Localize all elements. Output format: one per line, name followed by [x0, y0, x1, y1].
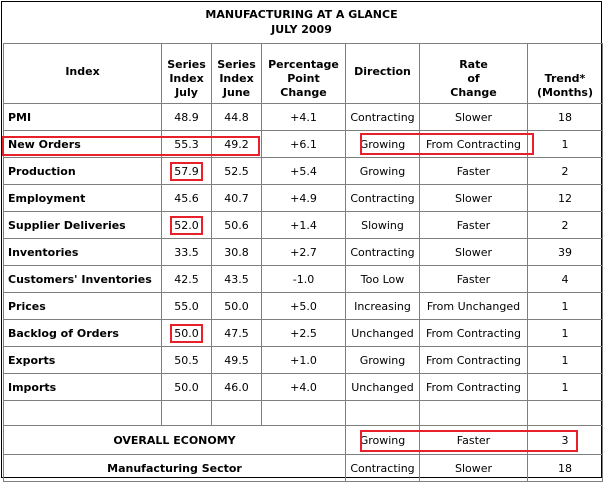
cell-rate: Slower: [420, 104, 528, 131]
cell-rate: Slower: [420, 185, 528, 212]
cell-trend: 1: [528, 347, 603, 374]
cell-rate: From Contracting: [420, 320, 528, 347]
report-frame: [1, 1, 602, 478]
col-header-change: Percentage Point Change: [262, 44, 346, 104]
cell-direction: Growing: [346, 131, 420, 158]
cell-trend: 1: [528, 131, 603, 158]
cell-june: 44.8: [212, 104, 262, 131]
table-row: [4, 239, 603, 266]
cell-trend: 39: [528, 239, 603, 266]
cell-index: Inventories: [4, 239, 162, 266]
cell-direction: Growing: [346, 347, 420, 374]
cell-index: New Orders: [4, 131, 162, 158]
cell-direction: Slowing: [346, 212, 420, 239]
cell-trend: 1: [528, 293, 603, 320]
cell-trend: 1: [528, 320, 603, 347]
cell-july: 45.6: [162, 185, 212, 212]
overall-economy-row: [4, 426, 603, 455]
overall-economy-label: OVERALL ECONOMY: [4, 426, 346, 455]
cell-july: 50.5: [162, 347, 212, 374]
cell-change: +4.9: [262, 185, 346, 212]
cell-trend: 1: [528, 374, 603, 401]
table-row: [4, 212, 603, 239]
table-row: [4, 374, 603, 401]
cell-june: 30.8: [212, 239, 262, 266]
cell-index: Supplier Deliveries: [4, 212, 162, 239]
cell-index: Imports: [4, 374, 162, 401]
cell-index: Backlog of Orders: [4, 320, 162, 347]
cell-direction: Unchanged: [346, 374, 420, 401]
highlighted-value: 57.9: [170, 162, 203, 181]
col-header-rate: Rate of Change: [420, 44, 528, 104]
cell-july: [162, 212, 212, 239]
cell-trend: 12: [528, 185, 603, 212]
cell-rate: Slower: [420, 239, 528, 266]
cell-june: 49.5: [212, 347, 262, 374]
cell-change: +5.0: [262, 293, 346, 320]
table-row: [4, 320, 603, 347]
col-header-index: Index: [4, 44, 162, 104]
cell-rate: From Contracting: [420, 347, 528, 374]
col-header-trend: Trend* (Months): [528, 44, 603, 104]
cell-direction: Too Low: [346, 266, 420, 293]
cell-rate: Faster: [420, 266, 528, 293]
title-line-1: MANUFACTURING AT A GLANCE: [205, 8, 398, 21]
cell-rate: From Unchanged: [420, 293, 528, 320]
table-row: [4, 158, 603, 185]
cell-june: 40.7: [212, 185, 262, 212]
cell-june: 49.2: [212, 131, 262, 158]
manufacturing-table: [3, 43, 603, 482]
cell-index: PMI: [4, 104, 162, 131]
cell-direction: Increasing: [346, 293, 420, 320]
cell-trend: 4: [528, 266, 603, 293]
manufacturing-sector-row: [4, 455, 603, 482]
highlighted-value: 52.0: [170, 216, 203, 235]
manufacturing-trend: 18: [528, 455, 603, 482]
cell-july: 55.0: [162, 293, 212, 320]
cell-rate: From Contracting: [420, 374, 528, 401]
title-line-2: JULY 2009: [271, 23, 332, 36]
cell-july: 48.9: [162, 104, 212, 131]
highlighted-value: 50.0: [170, 324, 203, 343]
overall-rate: Faster: [420, 426, 528, 455]
cell-trend: 18: [528, 104, 603, 131]
cell-july: 42.5: [162, 266, 212, 293]
overall-trend: 3: [528, 426, 603, 455]
manufacturing-sector-label: Manufacturing Sector: [4, 455, 346, 482]
cell-direction: Growing: [346, 158, 420, 185]
cell-trend: 2: [528, 212, 603, 239]
overall-direction: Growing: [346, 426, 420, 455]
cell-change: -1.0: [262, 266, 346, 293]
cell-change: +2.5: [262, 320, 346, 347]
cell-june: 50.6: [212, 212, 262, 239]
cell-trend: 2: [528, 158, 603, 185]
cell-index: Exports: [4, 347, 162, 374]
table-row: [4, 185, 603, 212]
cell-change: +5.4: [262, 158, 346, 185]
manufacturing-rate: Slower: [420, 455, 528, 482]
report-title: [2, 2, 601, 37]
col-header-june: Series Index June: [212, 44, 262, 104]
cell-july: 55.3: [162, 131, 212, 158]
cell-index: Employment: [4, 185, 162, 212]
cell-june: 47.5: [212, 320, 262, 347]
table-row: [4, 131, 603, 158]
table-row: [4, 347, 603, 374]
header-row: [4, 44, 603, 104]
cell-july: [162, 158, 212, 185]
cell-index: Customers' Inventories: [4, 266, 162, 293]
cell-change: +1.4: [262, 212, 346, 239]
cell-direction: Contracting: [346, 185, 420, 212]
cell-change: +1.0: [262, 347, 346, 374]
cell-direction: Contracting: [346, 239, 420, 266]
table-row: [4, 293, 603, 320]
cell-change: +4.1: [262, 104, 346, 131]
cell-index: Prices: [4, 293, 162, 320]
cell-july: [162, 320, 212, 347]
cell-direction: Unchanged: [346, 320, 420, 347]
cell-rate: Faster: [420, 158, 528, 185]
cell-july: 50.0: [162, 374, 212, 401]
cell-june: 52.5: [212, 158, 262, 185]
cell-june: 43.5: [212, 266, 262, 293]
cell-index: Production: [4, 158, 162, 185]
cell-rate: Faster: [420, 212, 528, 239]
table-row: [4, 104, 603, 131]
col-header-direction: Direction: [346, 44, 420, 104]
col-header-july: Series Index July: [162, 44, 212, 104]
manufacturing-direction: Contracting: [346, 455, 420, 482]
cell-change: +2.7: [262, 239, 346, 266]
table-row: [4, 266, 603, 293]
cell-rate: From Contracting: [420, 131, 528, 158]
cell-direction: Contracting: [346, 104, 420, 131]
cell-july: 33.5: [162, 239, 212, 266]
spacer-row: [4, 401, 603, 426]
cell-june: 46.0: [212, 374, 262, 401]
cell-change: +4.0: [262, 374, 346, 401]
cell-june: 50.0: [212, 293, 262, 320]
cell-change: +6.1: [262, 131, 346, 158]
